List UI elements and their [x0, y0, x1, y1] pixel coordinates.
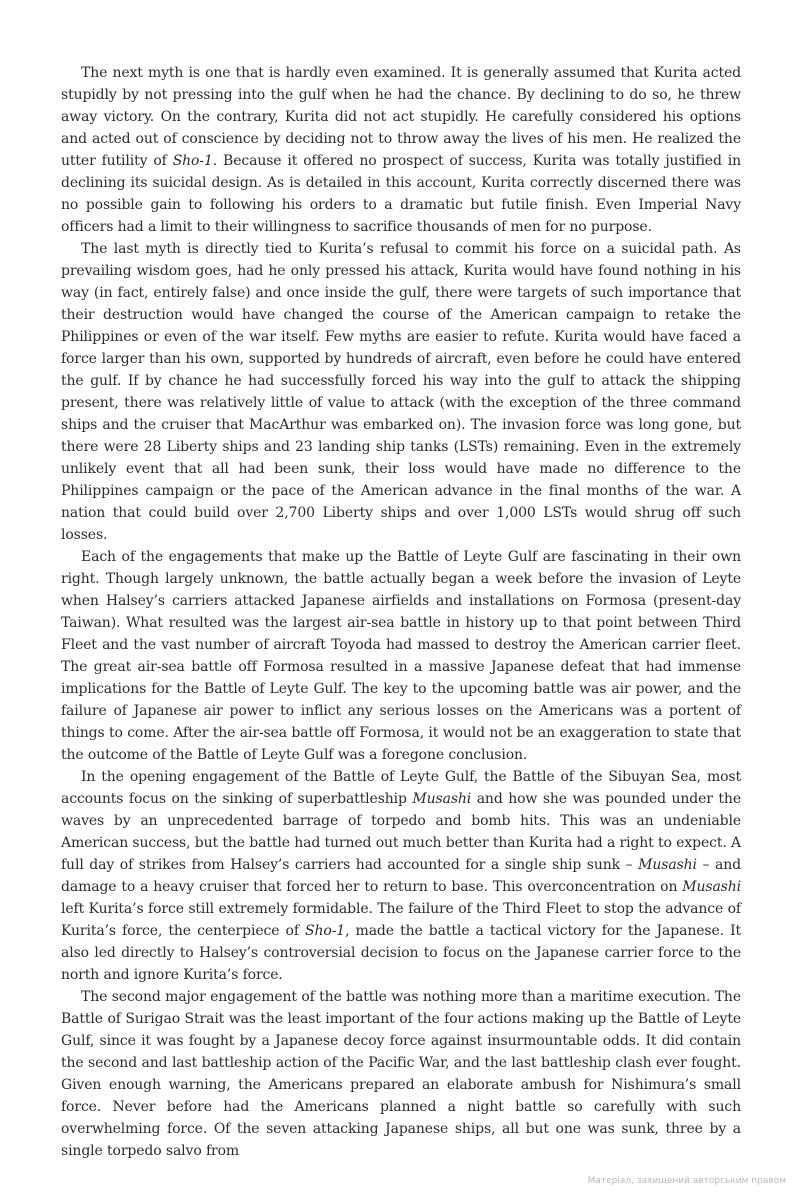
text-run: , made the battle a tactical victory for the Japanese. It also led directly to Halsey’s controversial decision to focus on the Japanese carrier force to the north and ignore Kurita’s force.	[61, 923, 742, 983]
paragraph-kurita-myth	[61, 62, 741, 238]
paragraph-engagements	[61, 546, 741, 766]
italic-run: Musashi	[412, 791, 472, 807]
italic-run: Musashi	[682, 879, 741, 895]
italic-run: Sho-1	[305, 923, 346, 939]
text-run: left Kurita’s force still extremely formidable. The failure of the Third Fleet to stop the advance of Kurita’s force, the centerpiece of	[61, 901, 741, 939]
paragraph-surigao-strait	[61, 986, 741, 1162]
paragraph-sibuyan-sea	[61, 766, 741, 986]
text-run: – and damage to a heavy cruiser that forced her to return to base. This overconcentration on	[61, 857, 742, 895]
italic-run: Musashi	[638, 857, 697, 873]
paragraph-last-myth	[61, 238, 741, 546]
text-run: . Because it offered no prospect of success, Kurita was totally justified in declining its suicidal design. As is detailed in this account, Kurita correctly discerned there was no possible gain to following his orders to a dramatic but futile finish. Even Imperial Navy officers had a limit to their willingness to sacrifice thousands of men for no purpose.	[61, 153, 742, 235]
text-run: Each of the engagements that make up the Battle of Leyte Gulf are fascinating in their own right. Though largely unknown, the battle actually began a week before the invasion of Leyte when Halsey’s carriers attacked Japanese airfields and installations on Formosa (present-day Taiwan). What resulted was the largest air-sea battle in history up to that point between Third Fleet and the vast number of aircraft Toyoda had massed to destroy the American carrier fleet. The great air-sea battle off Formosa resulted in a massive Japanese defeat that had immense implications for the Battle of Leyte Gulf. The key to the upcoming battle was air power, and the failure of Japanese air power to inflict any serious losses on the Americans was a portent of things to come. After the air-sea battle off Formosa, it would not be an exaggeration to state that the outcome of the Battle of Leyte Gulf was a foregone conclusion.	[61, 549, 741, 763]
book-page-text	[61, 62, 741, 1162]
copyright-watermark: Матеріал, захищений авторським правом	[587, 1176, 786, 1186]
text-run: The last myth is directly tied to Kurita’s refusal to commit his force on a suicidal path. As prevailing wisdom goes, had he only pressed his attack, Kurita would have found nothing in his way (in fact, entirely false) and once inside the gulf, there were targets of such importance that their destruction would have changed the course of the American campaign to retake the Philippines or even of the war itself. Few myths are easier to refute. Kurita would have faced a force larger than his own, supported by hundreds of aircraft, even before he could have entered the gulf. If by chance he had successfully forced his way into the gulf to attack the shipping present, there was relatively little of value to attack (with the exception of the three command ships and the cruiser that MacArthur was embarked on). The invasion force was long gone, but there were 28 Liberty ships and 23 landing ship tanks (LSTs) remaining. Even in the extremely unlikely event that all had been sunk, their loss would have made no difference to the Philippines campaign or the pace of the American advance in the final months of the war. A nation that could build over 2,700 Liberty ships and over 1,000 LSTs would shrug off such losses.	[61, 241, 741, 543]
italic-run: Sho-1	[172, 153, 213, 169]
text-run: The second major engagement of the battle was nothing more than a maritime execution. The Battle of Surigao Strait was the least important of the four actions making up the Battle of Leyte Gulf, since it was fought by a Japanese decoy force against insurmountable odds. It did contain the second and last battleship action of the Pacific War, and the last battleship clash ever fought. Given enough warning, the Americans prepared an elaborate ambush for Nishimura’s small force. Never before had the Americans planned a night battle so carefully with such overwhelming force. Of the seven attacking Japanese ships, all but one was sunk, three by a single torpedo salvo from	[61, 989, 741, 1159]
text-run: and how she was pounded under the waves by an unprecedented barrage of torpedo and bomb hits. This was an undeniable American success, but the battle had turned out much better than Kurita had a right to expect. A full day of strikes from Halsey’s carriers had accounted for a single ship sunk –	[61, 791, 741, 873]
text-run: In the opening engagement of the Battle of Leyte Gulf, the Battle of the Sibuyan Sea, most accounts focus on the sinking of superbattleship	[61, 769, 741, 807]
text-run: The next myth is one that is hardly even examined. It is generally assumed that Kurita acted stupidly by not pressing into the gulf when he had the chance. By declining to do so, he threw away victory. On the contrary, Kurita did not act stupidly. He carefully considered his options and acted out of conscience by deciding not to throw away the lives of his men. He realized the utter futility of	[61, 65, 741, 169]
